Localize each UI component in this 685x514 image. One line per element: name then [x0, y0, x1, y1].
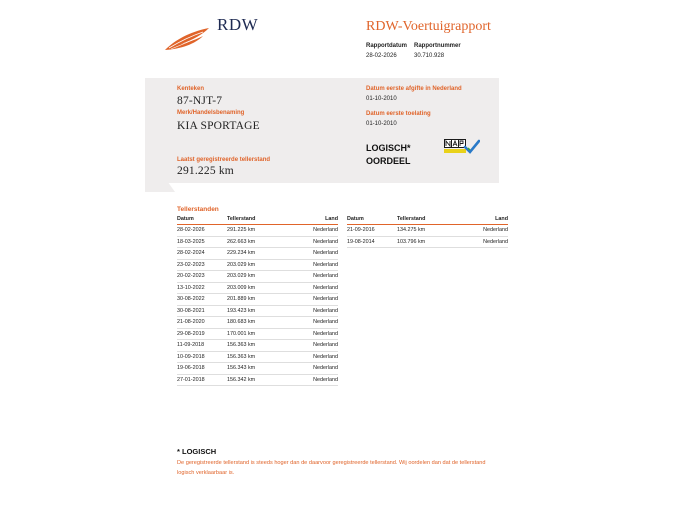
- table-row: [177, 305, 338, 317]
- cell-country: Nederland: [289, 259, 338, 271]
- header-country: Land: [459, 215, 508, 225]
- cell-date: 19-08-2014: [347, 236, 397, 248]
- report-number-label: Rapportnummer: [414, 43, 461, 49]
- table-row: [177, 225, 338, 237]
- first-nl-value: 01-10-2010: [366, 96, 397, 102]
- cell-date: 28-02-2024: [177, 248, 227, 260]
- cell-country: Nederland: [289, 236, 338, 248]
- footnote-text: De geregistreerde tellerstand is steeds hoger dan de daarvoor geregistreerde tellerstand. Wij oordelen dan dat de tellerstand logisch verklaarbaar is.: [177, 460, 486, 476]
- nap-logo-check-icon: [444, 139, 480, 154]
- cell-km: 203.009 km: [227, 282, 289, 294]
- cell-country: Nederland: [289, 271, 338, 283]
- cell-country: Nederland: [459, 236, 508, 248]
- cell-country: Nederland: [289, 351, 338, 363]
- cell-km: 134.275 km: [397, 225, 459, 237]
- table-row: [177, 328, 338, 340]
- report-title: RDW-Voertuigrapport: [366, 19, 491, 34]
- cell-country: Nederland: [289, 317, 338, 329]
- cell-km: 156.343 km: [227, 363, 289, 375]
- table-row: [177, 317, 338, 329]
- cell-date: 19-06-2018: [177, 363, 227, 375]
- report-date-label: Rapportdatum: [366, 43, 407, 49]
- cell-date: 29-08-2019: [177, 328, 227, 340]
- header-km: Tellerstand: [397, 215, 459, 225]
- table-row: [177, 236, 338, 248]
- plate-label: Kenteken: [177, 86, 205, 92]
- verdict-line2: OORDEEL: [366, 156, 411, 166]
- cell-date: 13-10-2022: [177, 282, 227, 294]
- footnote-title: * LOGISCH: [177, 447, 217, 456]
- header-country: Land: [289, 215, 338, 225]
- cell-date: 21-08-2020: [177, 317, 227, 329]
- cell-date: 23-02-2023: [177, 259, 227, 271]
- cell-date: 18-03-2025: [177, 236, 227, 248]
- cell-country: Nederland: [289, 328, 338, 340]
- cell-country: Nederland: [289, 294, 338, 306]
- cell-date: 20-02-2023: [177, 271, 227, 283]
- cell-km: 156.342 km: [227, 374, 289, 386]
- odometer-value: 291.225 km: [177, 165, 234, 177]
- rdw-wing-logo-icon: [163, 26, 211, 52]
- verdict-line1: LOGISCH*: [366, 143, 411, 153]
- report-number-value: 30.710.928: [414, 53, 445, 59]
- table-row: [177, 259, 338, 271]
- header-date: Datum: [177, 215, 227, 225]
- cell-date: 27-01-2018: [177, 374, 227, 386]
- cell-country: Nederland: [289, 363, 338, 375]
- cell-km: 170.001 km: [227, 328, 289, 340]
- cell-km: 193.423 km: [227, 305, 289, 317]
- odometer-table-left: [177, 215, 338, 386]
- make-value: KIA SPORTAGE: [177, 120, 260, 132]
- first-admission-value: 01-10-2010: [366, 121, 397, 127]
- cell-country: Nederland: [289, 248, 338, 260]
- cell-date: 30-08-2021: [177, 305, 227, 317]
- cell-km: 203.029 km: [227, 271, 289, 283]
- table-row: [177, 351, 338, 363]
- cell-km: 262.663 km: [227, 236, 289, 248]
- first-nl-label: Datum eerste afgifte in Nederland: [366, 86, 462, 92]
- cell-country: Nederland: [289, 374, 338, 386]
- report-date-value: 28-02-2026: [366, 53, 397, 59]
- table-header-row: [177, 215, 338, 225]
- table-row: [347, 225, 508, 237]
- table-row: [177, 340, 338, 352]
- cell-km: 156.363 km: [227, 340, 289, 352]
- header-km: Tellerstand: [227, 215, 289, 225]
- plate-value: 87-NJT-7: [177, 95, 223, 107]
- odometer-table-right: [347, 215, 508, 248]
- odometer-label: Laatst geregistreerde tellerstand: [177, 157, 271, 163]
- make-label: Merk/Handelsbenaming: [177, 110, 245, 116]
- cell-date: 10-09-2018: [177, 351, 227, 363]
- header-date: Datum: [347, 215, 397, 225]
- table-row: [177, 363, 338, 375]
- table-row: [177, 374, 338, 386]
- table-header-row: [347, 215, 508, 225]
- panel-corner-shape: [145, 150, 175, 192]
- table-row: [177, 282, 338, 294]
- table-row: [347, 236, 508, 248]
- cell-km: 156.363 km: [227, 351, 289, 363]
- cell-date: 30-08-2022: [177, 294, 227, 306]
- cell-country: Nederland: [289, 340, 338, 352]
- cell-country: Nederland: [289, 225, 338, 237]
- cell-date: 28-02-2026: [177, 225, 227, 237]
- table-row: [177, 294, 338, 306]
- first-admission-label: Datum eerste toelating: [366, 111, 431, 117]
- rdw-logo-text: RDW: [217, 15, 259, 34]
- cell-country: Nederland: [289, 282, 338, 294]
- cell-km: 229.234 km: [227, 248, 289, 260]
- table-row: [177, 271, 338, 283]
- cell-country: Nederland: [289, 305, 338, 317]
- cell-country: Nederland: [459, 225, 508, 237]
- cell-km: 203.029 km: [227, 259, 289, 271]
- cell-km: 180.683 km: [227, 317, 289, 329]
- odometer-section-title: Tellerstanden: [177, 206, 219, 213]
- table-row: [177, 248, 338, 260]
- cell-km: 201.889 km: [227, 294, 289, 306]
- cell-date: 11-09-2018: [177, 340, 227, 352]
- cell-date: 21-09-2016: [347, 225, 397, 237]
- cell-km: 103.796 km: [397, 236, 459, 248]
- verdict: [366, 142, 411, 168]
- cell-km: 291.225 km: [227, 225, 289, 237]
